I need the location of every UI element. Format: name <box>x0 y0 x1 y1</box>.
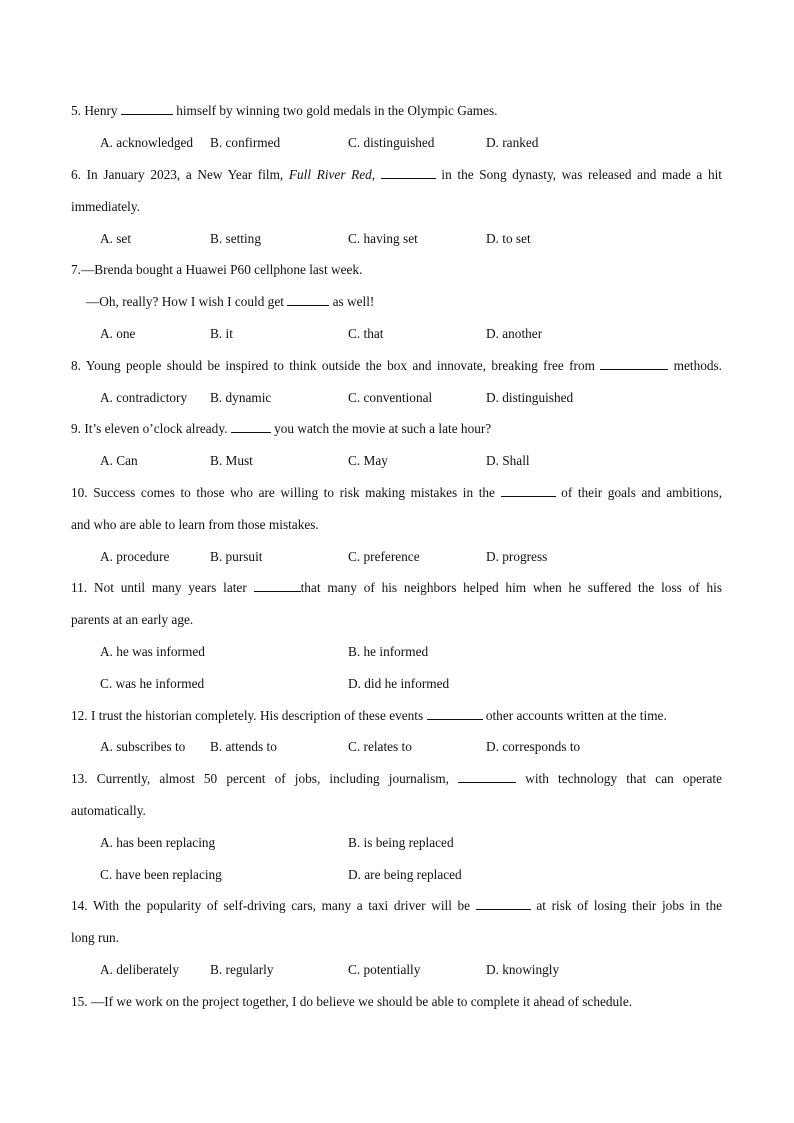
option-b[interactable]: B. regularly <box>210 962 274 977</box>
question-continuation: automatically. <box>71 803 146 818</box>
question-7 <box>71 262 362 278</box>
question-continuation: and who are able to learn from those mistakes. <box>71 517 319 532</box>
option-b[interactable]: B. it <box>210 326 233 341</box>
question-number: 13. <box>71 771 88 786</box>
option-c[interactable]: C. have been replacing <box>100 867 222 882</box>
question-text: Young people should be inspired to think outside the box and innovate, breaking free from <box>85 358 595 373</box>
question-text: I trust the historian completely. His description of these events <box>90 708 424 723</box>
option-d[interactable]: D. knowingly <box>486 962 560 977</box>
option-c[interactable]: C. preference <box>348 549 420 564</box>
question-7-reply <box>86 294 374 310</box>
question-text: other accounts written at the time. <box>485 708 667 723</box>
question-number: 8. <box>71 358 81 373</box>
question-text: methods. <box>673 358 723 373</box>
option-c[interactable]: C. May <box>348 453 388 468</box>
option-b[interactable]: B. he informed <box>348 644 429 659</box>
question-continuation: immediately. <box>71 199 140 214</box>
answer-blank <box>287 294 329 306</box>
option-c[interactable]: C. relates to <box>348 739 412 754</box>
question-11 <box>71 580 722 596</box>
option-c[interactable]: C. having set <box>348 231 418 246</box>
option-c[interactable]: C. that <box>348 326 384 341</box>
question-number: 6. <box>71 167 81 182</box>
option-a[interactable]: A. deliberately <box>100 962 180 977</box>
film-title: Full River Red <box>288 167 372 182</box>
option-c[interactable]: C. conventional <box>348 390 433 405</box>
question-continuation: long run. <box>71 930 120 945</box>
question-number: 7. <box>71 262 81 277</box>
question-continuation: parents at an early age. <box>71 612 194 627</box>
option-a[interactable]: A. contradictory <box>100 390 188 405</box>
question-13 <box>71 771 722 787</box>
question-text: at risk of losing their jobs in the <box>536 898 722 913</box>
question-9 <box>71 421 491 437</box>
question-text: you watch the movie at such a late hour? <box>274 421 492 436</box>
option-c[interactable]: C. was he informed <box>100 676 205 691</box>
option-d[interactable]: D. distinguished <box>486 390 574 405</box>
option-b[interactable]: B. Must <box>210 453 253 468</box>
question-text: with technology that can operate <box>525 771 723 786</box>
question-text: —Brenda bought a Huawei P60 cellphone last week. <box>80 262 363 277</box>
option-c[interactable]: C. potentially <box>348 962 421 977</box>
option-d[interactable]: D. Shall <box>486 453 530 468</box>
option-a[interactable]: A. set <box>100 231 132 246</box>
option-a[interactable]: A. has been replacing <box>100 835 216 850</box>
option-d[interactable]: D. corresponds to <box>486 739 581 754</box>
question-text: With the popularity of self-driving cars, many a taxi driver will be <box>93 898 471 913</box>
answer-blank <box>501 485 556 497</box>
question-text: of their goals and ambitions, <box>561 485 723 500</box>
question-number: 12. <box>71 708 88 723</box>
question-text: Not until many years later <box>93 580 247 595</box>
question-number: 5. <box>71 103 81 118</box>
question-text: Henry <box>84 103 118 118</box>
question-5 <box>71 103 498 119</box>
question-text: Currently, almost 50 percent of jobs, including journalism, <box>96 771 449 786</box>
question-text: himself by winning two gold medals in the Olympic Games. <box>176 103 498 118</box>
question-number: 11. <box>71 580 88 595</box>
option-b[interactable]: B. confirmed <box>210 135 281 150</box>
option-b[interactable]: B. attends to <box>210 739 277 754</box>
option-d[interactable]: D. progress <box>486 549 548 564</box>
question-text: that many of his neighbors helped him when he suffered the loss of his <box>300 580 723 595</box>
question-number: 10. <box>71 485 88 500</box>
option-a[interactable]: A. Can <box>100 453 138 468</box>
answer-blank <box>427 708 483 720</box>
answer-blank <box>600 358 668 370</box>
option-a[interactable]: A. one <box>100 326 136 341</box>
question-12 <box>71 708 667 724</box>
answer-blank <box>231 421 271 433</box>
question-text: —Oh, really? How I wish I could get <box>86 294 284 309</box>
option-a[interactable]: A. he was informed <box>100 644 205 659</box>
question-text: —If we work on the project together, I do believe we should be able to complete it ahead of schedule. <box>90 994 633 1009</box>
question-number: 14. <box>71 898 88 913</box>
answer-blank <box>458 771 516 783</box>
option-d[interactable]: D. ranked <box>486 135 539 150</box>
option-b[interactable]: B. is being replaced <box>348 835 454 850</box>
option-b[interactable]: B. pursuit <box>210 549 263 564</box>
option-a[interactable]: A. procedure <box>100 549 170 564</box>
question-text: Success comes to those who are willing to risk making mistakes in the <box>93 485 495 500</box>
question-number: 15. <box>71 994 88 1009</box>
question-text: It’s eleven o’clock already. <box>84 421 228 436</box>
question-number: 9. <box>71 421 81 436</box>
option-d[interactable]: D. to set <box>486 231 531 246</box>
answer-blank <box>476 898 531 910</box>
question-text: as well! <box>332 294 375 309</box>
question-6: 6. In January 2023, a New Year film, Full River Red, in the Song dynasty, was released and made a hit <box>71 167 723 182</box>
answer-blank <box>121 103 173 115</box>
question-8 <box>71 358 722 374</box>
question-text: In January 2023, a New Year film, <box>86 167 284 182</box>
question-text: in the Song dynasty, was released and made a hit <box>441 167 723 182</box>
option-b[interactable]: B. dynamic <box>210 390 272 405</box>
option-d[interactable]: D. another <box>486 326 543 341</box>
option-a[interactable]: A. subscribes to <box>100 739 186 754</box>
question-15 <box>71 994 632 1010</box>
option-a[interactable]: A. acknowledged <box>100 135 194 150</box>
option-c[interactable]: C. distinguished <box>348 135 435 150</box>
answer-blank <box>254 580 301 592</box>
option-d[interactable]: D. did he informed <box>348 676 450 691</box>
question-14 <box>71 898 722 914</box>
answer-blank <box>381 167 436 179</box>
question-10 <box>71 485 722 501</box>
option-b[interactable]: B. setting <box>210 231 261 246</box>
option-d[interactable]: D. are being replaced <box>348 867 462 882</box>
